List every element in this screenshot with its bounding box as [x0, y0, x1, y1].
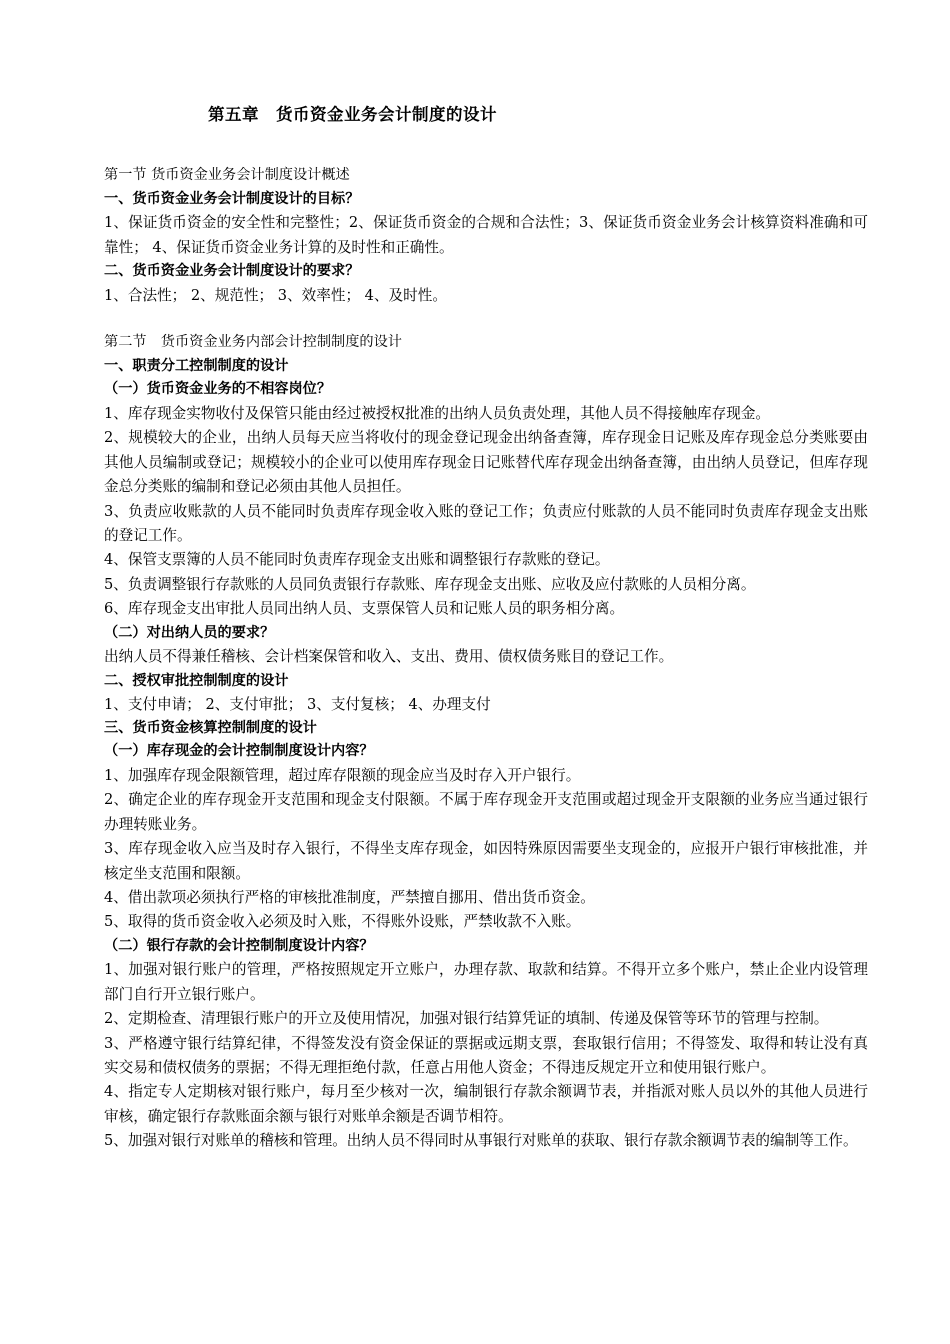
part2-heading: 二、授权审批控制制度的设计: [104, 672, 289, 689]
list-item: 1、加强库存现金限额管理，超过库存限额的现金应当及时存入开户银行。: [104, 767, 581, 784]
section1-heading: 第一节 货币资金业务会计制度设计概述: [104, 167, 350, 183]
part1-heading: 一、职责分工控制制度的设计: [104, 357, 289, 374]
list-item: 4、指定专人定期核对银行账户，每月至少核对一次，编制银行存款余额调节表，并指派对账人员以外的其他人员进行审核，确定银行存款账面余额与银行对账单余额是否调节相符。: [104, 1083, 868, 1125]
section-gap: [104, 307, 868, 331]
part3-heading: 三、货币资金核算控制制度的设计: [104, 719, 317, 736]
list-item: 4、保管支票簿的人员不能同时负责库存现金支出账和调整银行存款账的登记。: [104, 551, 610, 569]
list-item: 2、规模较大的企业，出纳人员每天应当将收付的现金登记现金出纳备查簿，库存现金日记账及库存现金总分类账要由其他人员编制或登记；规模较小的企业可以使用库存现金日记账替代库存现金出纳备查簿，由出纳人员登记，但库存现金总分类账的编制和登记必须由其他人员担任。: [104, 429, 868, 496]
list-item: 2、定期检查、清理银行账户的开立及使用情况，加强对银行结算凭证的填制、传递及保管等环节的管理与控制。: [104, 1010, 829, 1028]
list-item: 5、加强对银行对账单的稽核和管理。出纳人员不得同时从事银行对账单的获取、银行存款余额调节表的编制等工作。: [104, 1132, 858, 1150]
part1-sub1-heading: （一）货币资金业务的不相容岗位？: [104, 381, 332, 398]
section2-heading: 第二节 货币资金业务内部会计控制制度的设计: [104, 334, 402, 351]
chapter-title: 第五章 货币资金业务会计制度的设计: [208, 105, 497, 124]
requirement-heading: 二、货币资金业务会计制度设计的要求？: [104, 263, 360, 279]
cash-heading: （一）库存现金的会计控制制度设计内容？: [104, 743, 374, 760]
goal-text: 1、保证货币资金的安全性和完整性；2、保证货币资金的合规和合法性；3、保证货币资金业务会计核算资料准确和可靠性； 4、保证货币资金业务计算的及时性和正确性。: [104, 214, 868, 256]
list-item: 2、确定企业的库存现金开支范围和现金支付限额。不属于库存现金开支范围或超过现金开支限额的业务应当通过银行办理转账业务。: [104, 791, 868, 833]
part2-text: 1、支付申请； 2、支付审批； 3、支付复核； 4、办理支付: [104, 696, 491, 714]
list-item: 3、负责应收账款的人员不能同时负责库存现金收入账的登记工作；负责应付账款的人员不能同时负责库存现金支出账的登记工作。: [104, 502, 868, 544]
goal-heading: 一、货币资金业务会计制度设计的目标？: [104, 190, 360, 207]
bank-heading: （二）银行存款的会计控制制度设计内容？: [104, 937, 374, 954]
part1-sub2-heading: （二）对出纳人员的要求？: [104, 624, 275, 641]
part1-sub2-text: 出纳人员不得兼任稽核、会计档案保管和收入、支出、费用、债权债务账目的登记工作。: [104, 648, 674, 666]
list-item: 4、借出款项必须执行严格的审核批准制度，严禁擅自挪用、借出货币资金。: [104, 889, 595, 907]
list-item: 3、库存现金收入应当及时存入银行，不得坐支库存现金，如因特殊原因需要坐支现金的，应报开户银行审核批准，并核定坐支范围和限额。: [104, 840, 868, 882]
list-item: 3、严格遵守银行结算纪律，不得签发没有资金保证的票据或远期支票，套取银行信用；不得签发、取得和转让没有真实交易和债权债务的票据；不得无理拒绝付款，任意占用他人资金；不得违反规定开立和使用银行账户。: [104, 1034, 868, 1077]
list-item: 5、负责调整银行存款账的人员同负责银行存款账、库存现金支出账、应收及应付款账的人员相分离。: [104, 575, 756, 593]
requirement-text: 1、合法性； 2、规范性； 3、效率性； 4、及时性。: [104, 286, 447, 304]
list-item: 1、库存现金实物收付及保管只能由经过被授权批准的出纳人员负责处理，其他人员不得接触库存现金。: [104, 404, 771, 422]
list-item: 5、取得的货币资金收入必须及时入账，不得账外设账，严禁收款不入账。: [104, 913, 581, 931]
list-item: 1、加强对银行账户的管理，严格按照规定开立账户，办理存款、取款和结算。不得开立多个账户，禁止企业内设管理部门自行开立银行账户。: [104, 961, 868, 1003]
document-page: [104, 102, 868, 1154]
list-item: 6、库存现金支出审批人员同出纳人员、支票保管人员和记账人员的职务相分离。: [104, 600, 625, 618]
